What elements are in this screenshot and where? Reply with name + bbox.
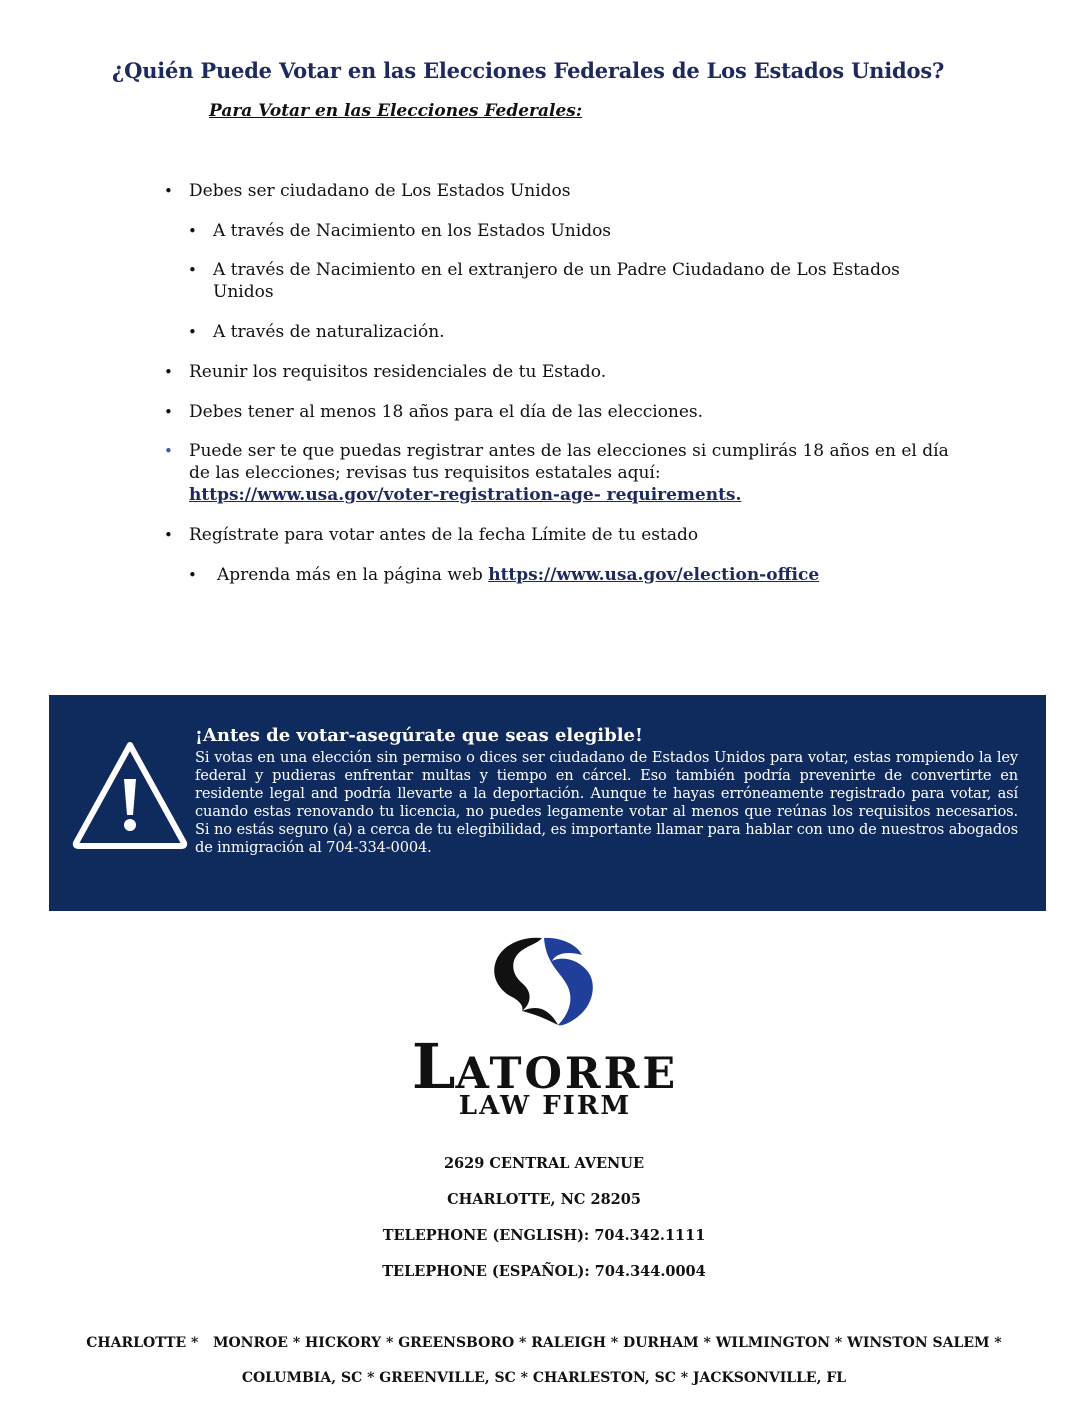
list-item: A través de naturalización. [213,322,445,342]
bullet-icon: • [164,182,173,200]
bullet-icon: • [164,363,173,381]
bullet-icon: • [164,526,173,544]
page-title: ¿Quién Puede Votar en las Elecciones Federales de Los Estados Unidos? [112,58,945,83]
list-item: Reunir los requisitos residenciales de tu Estado. [189,362,607,382]
warning-body: Si votas en una elección sin permiso o dices ser ciudadano de Estados Unidos para votar, estas rompiendo la ley federal y pudieras enfrentar multas y tiempo en cárcel. Eso también podría prevenirte de convertirte en residente legal and podría llevarte a la deportación. Aunque te hayas erróneamente registrado para votar, así cuando estas renovando tu licencia, no puedes legamente votar al menos que reúnas los requisitos necesarios. Si no estás seguro (a) a cerca de tu elegibilidad, es importante llamar para hablar con uno de nuestros abogados de inmigración al 704-334-0004. [195,749,1018,856]
list-item: A través de Nacimiento en los Estados Unidos [213,221,612,241]
list-item [189,440,949,506]
bullet-icon: • [188,566,197,584]
office-locations-line-1: CHARLOTTE * MONROE * HICKORY * GREENSBORO * RALEIGH * DURHAM * WILMINGTON * WINSTON SALEM * [86,1335,1002,1351]
list-item [217,564,947,586]
bullet-icon: • [188,222,197,240]
office-locations-line-2: COLUMBIA, SC * GREENVILLE, SC * CHARLESTON, SC * JACKSONVILLE, FL [241,1370,847,1386]
firm-subname: LAW FIRM [458,1091,632,1121]
bullet-icon: • [188,323,197,341]
list-item: Debes tener al menos 18 años para el día de las elecciones. [189,402,704,422]
election-office-link[interactable]: https://www.usa.gov/election-office [488,565,820,585]
firm-city: CHARLOTTE, NC 28205 [447,1191,641,1208]
age-requirements-link[interactable]: https://www.usa.gov/voter-registration-age- requirements. [189,485,742,505]
bullet-icon: • [164,403,173,421]
bullet-icon: • [164,442,173,460]
warning-triangle-icon [71,739,189,851]
list-item: Regístrate para votar antes de la fecha Límite de tu estado [189,525,699,545]
firm-name-initial: L [411,1030,456,1103]
phone-spanish: TELEPHONE (ESPAÑOL): 704.344.0004 [382,1263,706,1280]
firm-address: 2629 CENTRAL AVENUE [443,1155,645,1172]
phone-english: TELEPHONE (ENGLISH): 704.342.1111 [382,1227,706,1244]
list-item: A través de Nacimiento en el extranjero de un Padre Ciudadano de Los Estados Unidos [213,260,900,302]
warning-title: ¡Antes de votar-asegúrate que seas elegible! [195,725,643,746]
list-item: Debes ser ciudadano de Los Estados Unidos [189,181,571,201]
latorre-logo-icon [492,935,596,1027]
list-item-text: Aprenda más en la página web [217,565,483,585]
bullet-icon: • [188,261,197,279]
list-item-text: Puede ser te que puedas registrar antes de las elecciones si cumplirás 18 años en el día de las elecciones; revisas tus requisitos estatales aquí: [189,441,949,483]
firm-name-rest: ATORRE [455,1049,679,1099]
warning-banner [49,695,1046,911]
page-subtitle: Para Votar en las Elecciones Federales: [209,101,583,121]
